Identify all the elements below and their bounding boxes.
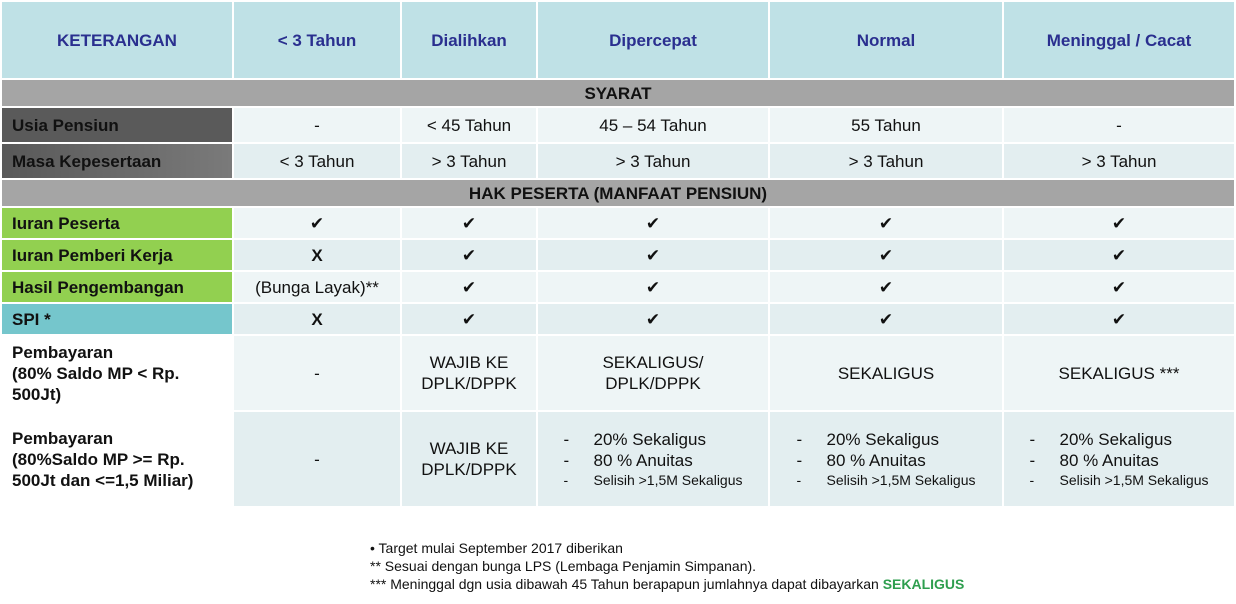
list-item: - 80 % Anuitas	[1029, 450, 1159, 470]
check-icon: ✔	[538, 304, 768, 334]
footnotes	[370, 539, 964, 593]
section-hak-row	[2, 180, 1234, 206]
check-icon: ✔	[1004, 208, 1234, 238]
footnote-3: *** Meninggal dgn usia dibawah 45 Tahun berapapun jumlahnya dapat dibayarkan SEKALIGUS	[370, 576, 965, 592]
check-icon: ✔	[402, 208, 536, 238]
section-syarat-row	[2, 80, 1234, 106]
row-label-pembayaran-under-500jt	[2, 336, 232, 410]
row-label-masa-kepesertaan: Masa Kepesertaan	[2, 144, 232, 178]
cell: -	[234, 412, 400, 506]
cell: > 3 Tahun	[402, 144, 536, 178]
cell-options-meninggal	[1004, 412, 1234, 506]
cell: -	[234, 336, 400, 410]
list-item: - 80 % Anuitas	[796, 450, 926, 470]
cell-options-normal	[770, 412, 1002, 506]
cell: SEKALIGUS	[770, 336, 1002, 410]
cell: < 3 Tahun	[234, 144, 400, 178]
row-label-hasil-pengembangan: Hasil Pengembangan	[2, 272, 232, 302]
row-label-iuran-pemberi-kerja: Iuran Pemberi Kerja	[2, 240, 232, 270]
section-syarat: SYARAT	[2, 80, 1234, 106]
cell-line: DPLK/DPPK	[421, 460, 517, 479]
table-row	[2, 304, 1234, 334]
cell: -	[234, 108, 400, 142]
cell: > 3 Tahun	[1004, 144, 1234, 178]
list-item: - 80 % Anuitas	[563, 450, 693, 470]
check-icon: ✔	[770, 208, 1002, 238]
cell	[402, 412, 536, 506]
list-item: - 20% Sekaligus	[1029, 429, 1172, 449]
cell-bunga-layak: (Bunga Layak)**	[234, 272, 400, 302]
x-mark-icon: X	[234, 240, 400, 270]
check-icon: ✔	[402, 272, 536, 302]
check-icon: ✔	[538, 208, 768, 238]
header-row	[2, 2, 1234, 78]
cell: < 45 Tahun	[402, 108, 536, 142]
table-row	[2, 108, 1234, 142]
header-keterangan: KETERANGAN	[2, 2, 232, 78]
options-list	[1029, 429, 1208, 490]
x-mark-icon: X	[234, 304, 400, 334]
check-icon: ✔	[770, 240, 1002, 270]
cell: SEKALIGUS ***	[1004, 336, 1234, 410]
section-hak-peserta: HAK PESERTA (MANFAAT PENSIUN)	[2, 180, 1234, 206]
table-row	[2, 412, 1234, 506]
header-under-3-years: < 3 Tahun	[234, 2, 400, 78]
label-line: Pembayaran	[12, 428, 114, 448]
cell-line: WAJIB KE	[429, 439, 509, 458]
cell: 55 Tahun	[770, 108, 1002, 142]
check-icon: ✔	[538, 272, 768, 302]
row-label-iuran-peserta: Iuran Peserta	[2, 208, 232, 238]
list-item: - 20% Sekaligus	[796, 429, 939, 449]
header-meninggal-cacat: Meninggal / Cacat	[1004, 2, 1234, 78]
table-row	[2, 336, 1234, 410]
cell-line: SEKALIGUS/	[602, 353, 704, 372]
options-list	[563, 429, 742, 490]
label-line: (80% Saldo MP < Rp.	[12, 363, 180, 383]
check-icon: ✔	[402, 240, 536, 270]
row-label-usia-pensiun: Usia Pensiun	[2, 108, 232, 142]
table-row	[2, 240, 1234, 270]
cell: -	[1004, 108, 1234, 142]
cell: > 3 Tahun	[538, 144, 768, 178]
cell-line: WAJIB KE	[429, 353, 509, 372]
check-icon: ✔	[770, 304, 1002, 334]
footnote-1: • Target mulai September 2017 diberikan	[370, 540, 623, 556]
cell-line: DPLK/DPPK	[421, 374, 517, 393]
cell-options-dipercepat	[538, 412, 768, 506]
footnote-2: ** Sesuai dengan bunga LPS (Lembaga Penjamin Simpanan).	[370, 558, 757, 574]
label-line: 500Jt)	[12, 384, 62, 404]
list-item: - Selisih >1,5M Sekaligus	[796, 471, 976, 488]
list-item: - Selisih >1,5M Sekaligus	[1029, 471, 1209, 488]
check-icon: ✔	[402, 304, 536, 334]
cell	[402, 336, 536, 410]
header-normal: Normal	[770, 2, 1002, 78]
check-icon: ✔	[1004, 240, 1234, 270]
table-row	[2, 144, 1234, 178]
cell	[538, 336, 768, 410]
header-dialihkan: Dialihkan	[402, 2, 536, 78]
check-icon: ✔	[234, 208, 400, 238]
check-icon: ✔	[1004, 304, 1234, 334]
label-line: (80%Saldo MP >= Rp.	[12, 449, 185, 469]
table-row	[2, 208, 1234, 238]
cell: 45 – 54 Tahun	[538, 108, 768, 142]
row-label-pembayaran-500jt-1-5m	[2, 412, 232, 506]
check-icon: ✔	[538, 240, 768, 270]
table-row	[2, 272, 1234, 302]
list-item: - Selisih >1,5M Sekaligus	[563, 471, 743, 488]
check-icon: ✔	[770, 272, 1002, 302]
footnote-highlight: SEKALIGUS	[882, 576, 965, 592]
label-line: 500Jt dan <=1,5 Miliar)	[12, 470, 194, 490]
cell: > 3 Tahun	[770, 144, 1002, 178]
header-dipercepat: Dipercepat	[538, 2, 768, 78]
label-line: Pembayaran	[12, 342, 114, 362]
options-list	[796, 429, 975, 490]
row-label-spi: SPI *	[2, 304, 232, 334]
check-icon: ✔	[1004, 272, 1234, 302]
list-item: - 20% Sekaligus	[563, 429, 706, 449]
cell-line: DPLK/DPPK	[605, 374, 701, 393]
